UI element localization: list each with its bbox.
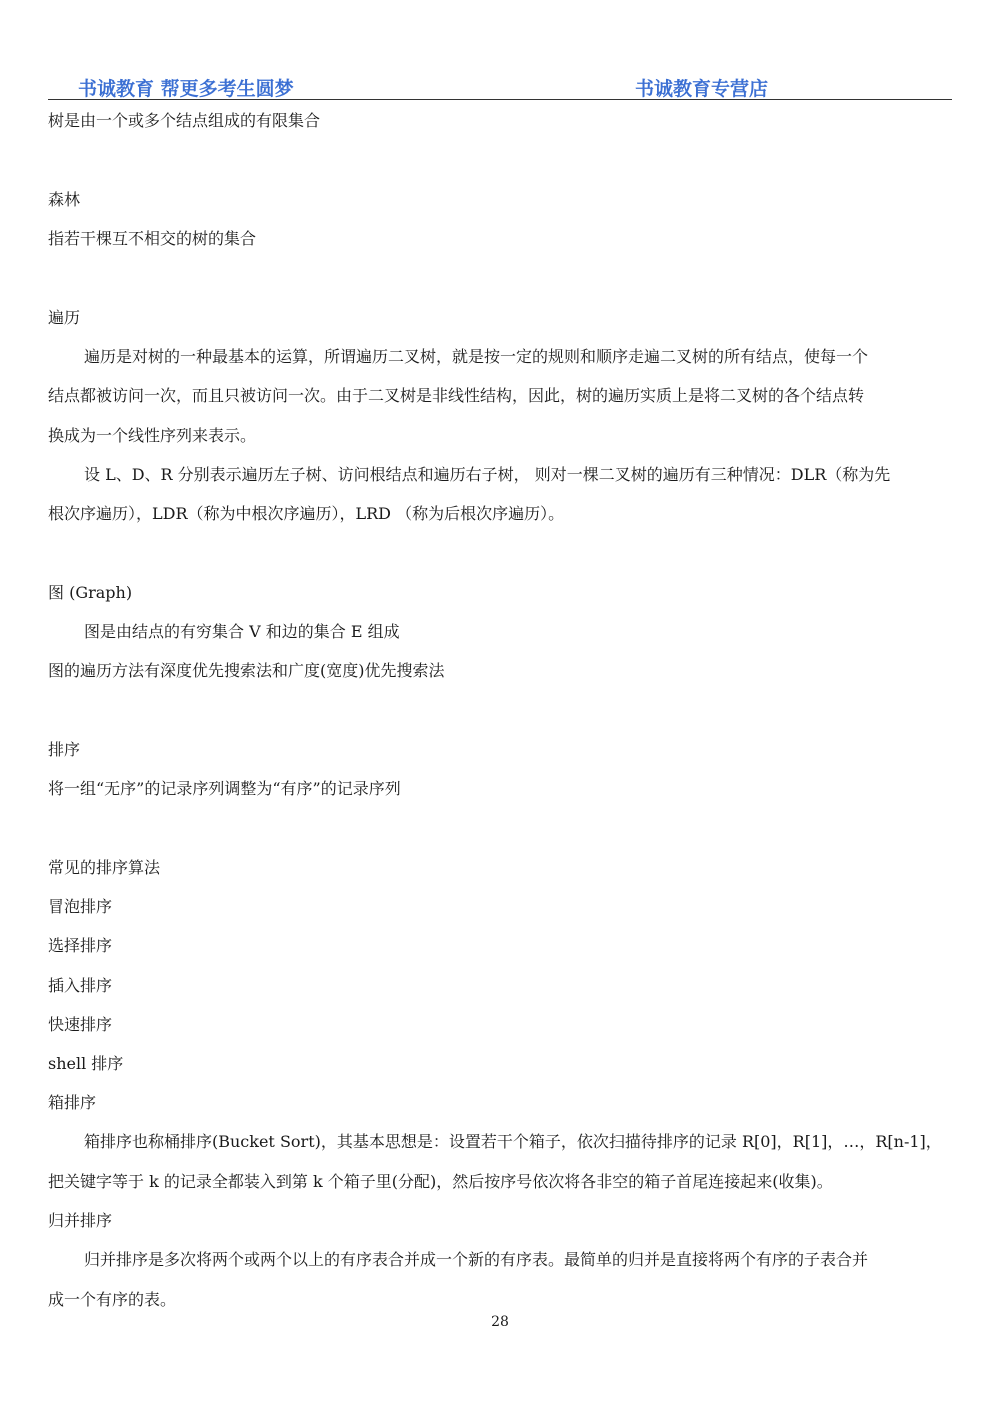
heading-merge-sort: 归并排序 [48, 1211, 113, 1230]
paragraph-traversal-line-3: 换成为一个线性序列来表示。 [48, 426, 257, 445]
paragraph-traversal-line-2: 结点都被访问一次，而且只被访问一次。由于二叉树是非线性结构，因此，树的遍历实质上是将二叉树的各个结点转 [48, 386, 865, 405]
heading-traversal: 遍历 [48, 308, 81, 327]
heading-bucket-sort: 箱排序 [48, 1093, 97, 1112]
list-item-bubble-sort: 冒泡排序 [48, 897, 113, 916]
heading-sorting: 排序 [48, 740, 81, 759]
header-store-name: 书诚教育专营店 [635, 78, 769, 100]
header-slogan: 书诚教育 帮更多考生圆梦 [78, 78, 294, 100]
paragraph-traversal-orders-line-2: 根次序遍历），LDR（称为中根次序遍历），LRD （称为后根次序遍历）。 [48, 504, 565, 523]
page-header [48, 74, 952, 100]
paragraph-merge-sort-line-2: 成一个有序的表。 [48, 1290, 177, 1309]
paragraph-traversal-line-1: 遍历是对树的一种最基本的运算，所谓遍历二叉树，就是按一定的规则和顺序走遍二叉树的所有结点，使每一个 [84, 347, 869, 366]
paragraph-tree-definition: 树是由一个或多个结点组成的有限集合 [48, 111, 321, 130]
page-number: 28 [491, 1314, 509, 1330]
paragraph-sorting-definition: 将一组“无序”的记录序列调整为“有序”的记录序列 [48, 779, 401, 798]
paragraph-graph-traversal: 图的遍历方法有深度优先搜索法和广度(宽度)优先搜索法 [48, 661, 445, 680]
paragraph-bucket-sort-line-1: 箱排序也称桶排序(Bucket Sort)，其基本思想是：设置若干个箱子，依次扫描待排序的记录 R[0]，R[1]，…，R[n-1]， [84, 1132, 942, 1151]
heading-graph: 图 (Graph) [48, 583, 133, 602]
heading-common-sorting-algorithms: 常见的排序算法 [48, 858, 161, 877]
list-item-insertion-sort: 插入排序 [48, 976, 113, 995]
list-item-shell-sort: shell 排序 [48, 1054, 124, 1073]
list-item-selection-sort: 选择排序 [48, 936, 113, 955]
paragraph-graph-definition: 图是由结点的有穷集合 V 和边的集合 E 组成 [84, 622, 400, 641]
paragraph-merge-sort-line-1: 归并排序是多次将两个或两个以上的有序表合并成一个新的有序表。最简单的归并是直接将两个有序的子表合并 [84, 1250, 869, 1269]
paragraph-bucket-sort-line-2: 把关键字等于 k 的记录全都装入到第 k 个箱子里(分配)，然后按序号依次将各非空的箱子首尾连接起来(收集)。 [48, 1172, 833, 1191]
heading-forest: 森林 [48, 190, 81, 209]
header-divider [48, 99, 952, 100]
paragraph-forest-definition: 指若干棵互不相交的树的集合 [48, 229, 257, 248]
list-item-quick-sort: 快速排序 [48, 1015, 113, 1034]
paragraph-traversal-orders-line-1: 设 L、D、R 分别表示遍历左子树、访问根结点和遍历右子树， 则对一棵二叉树的遍历有三种情况：DLR（称为先 [84, 465, 891, 484]
